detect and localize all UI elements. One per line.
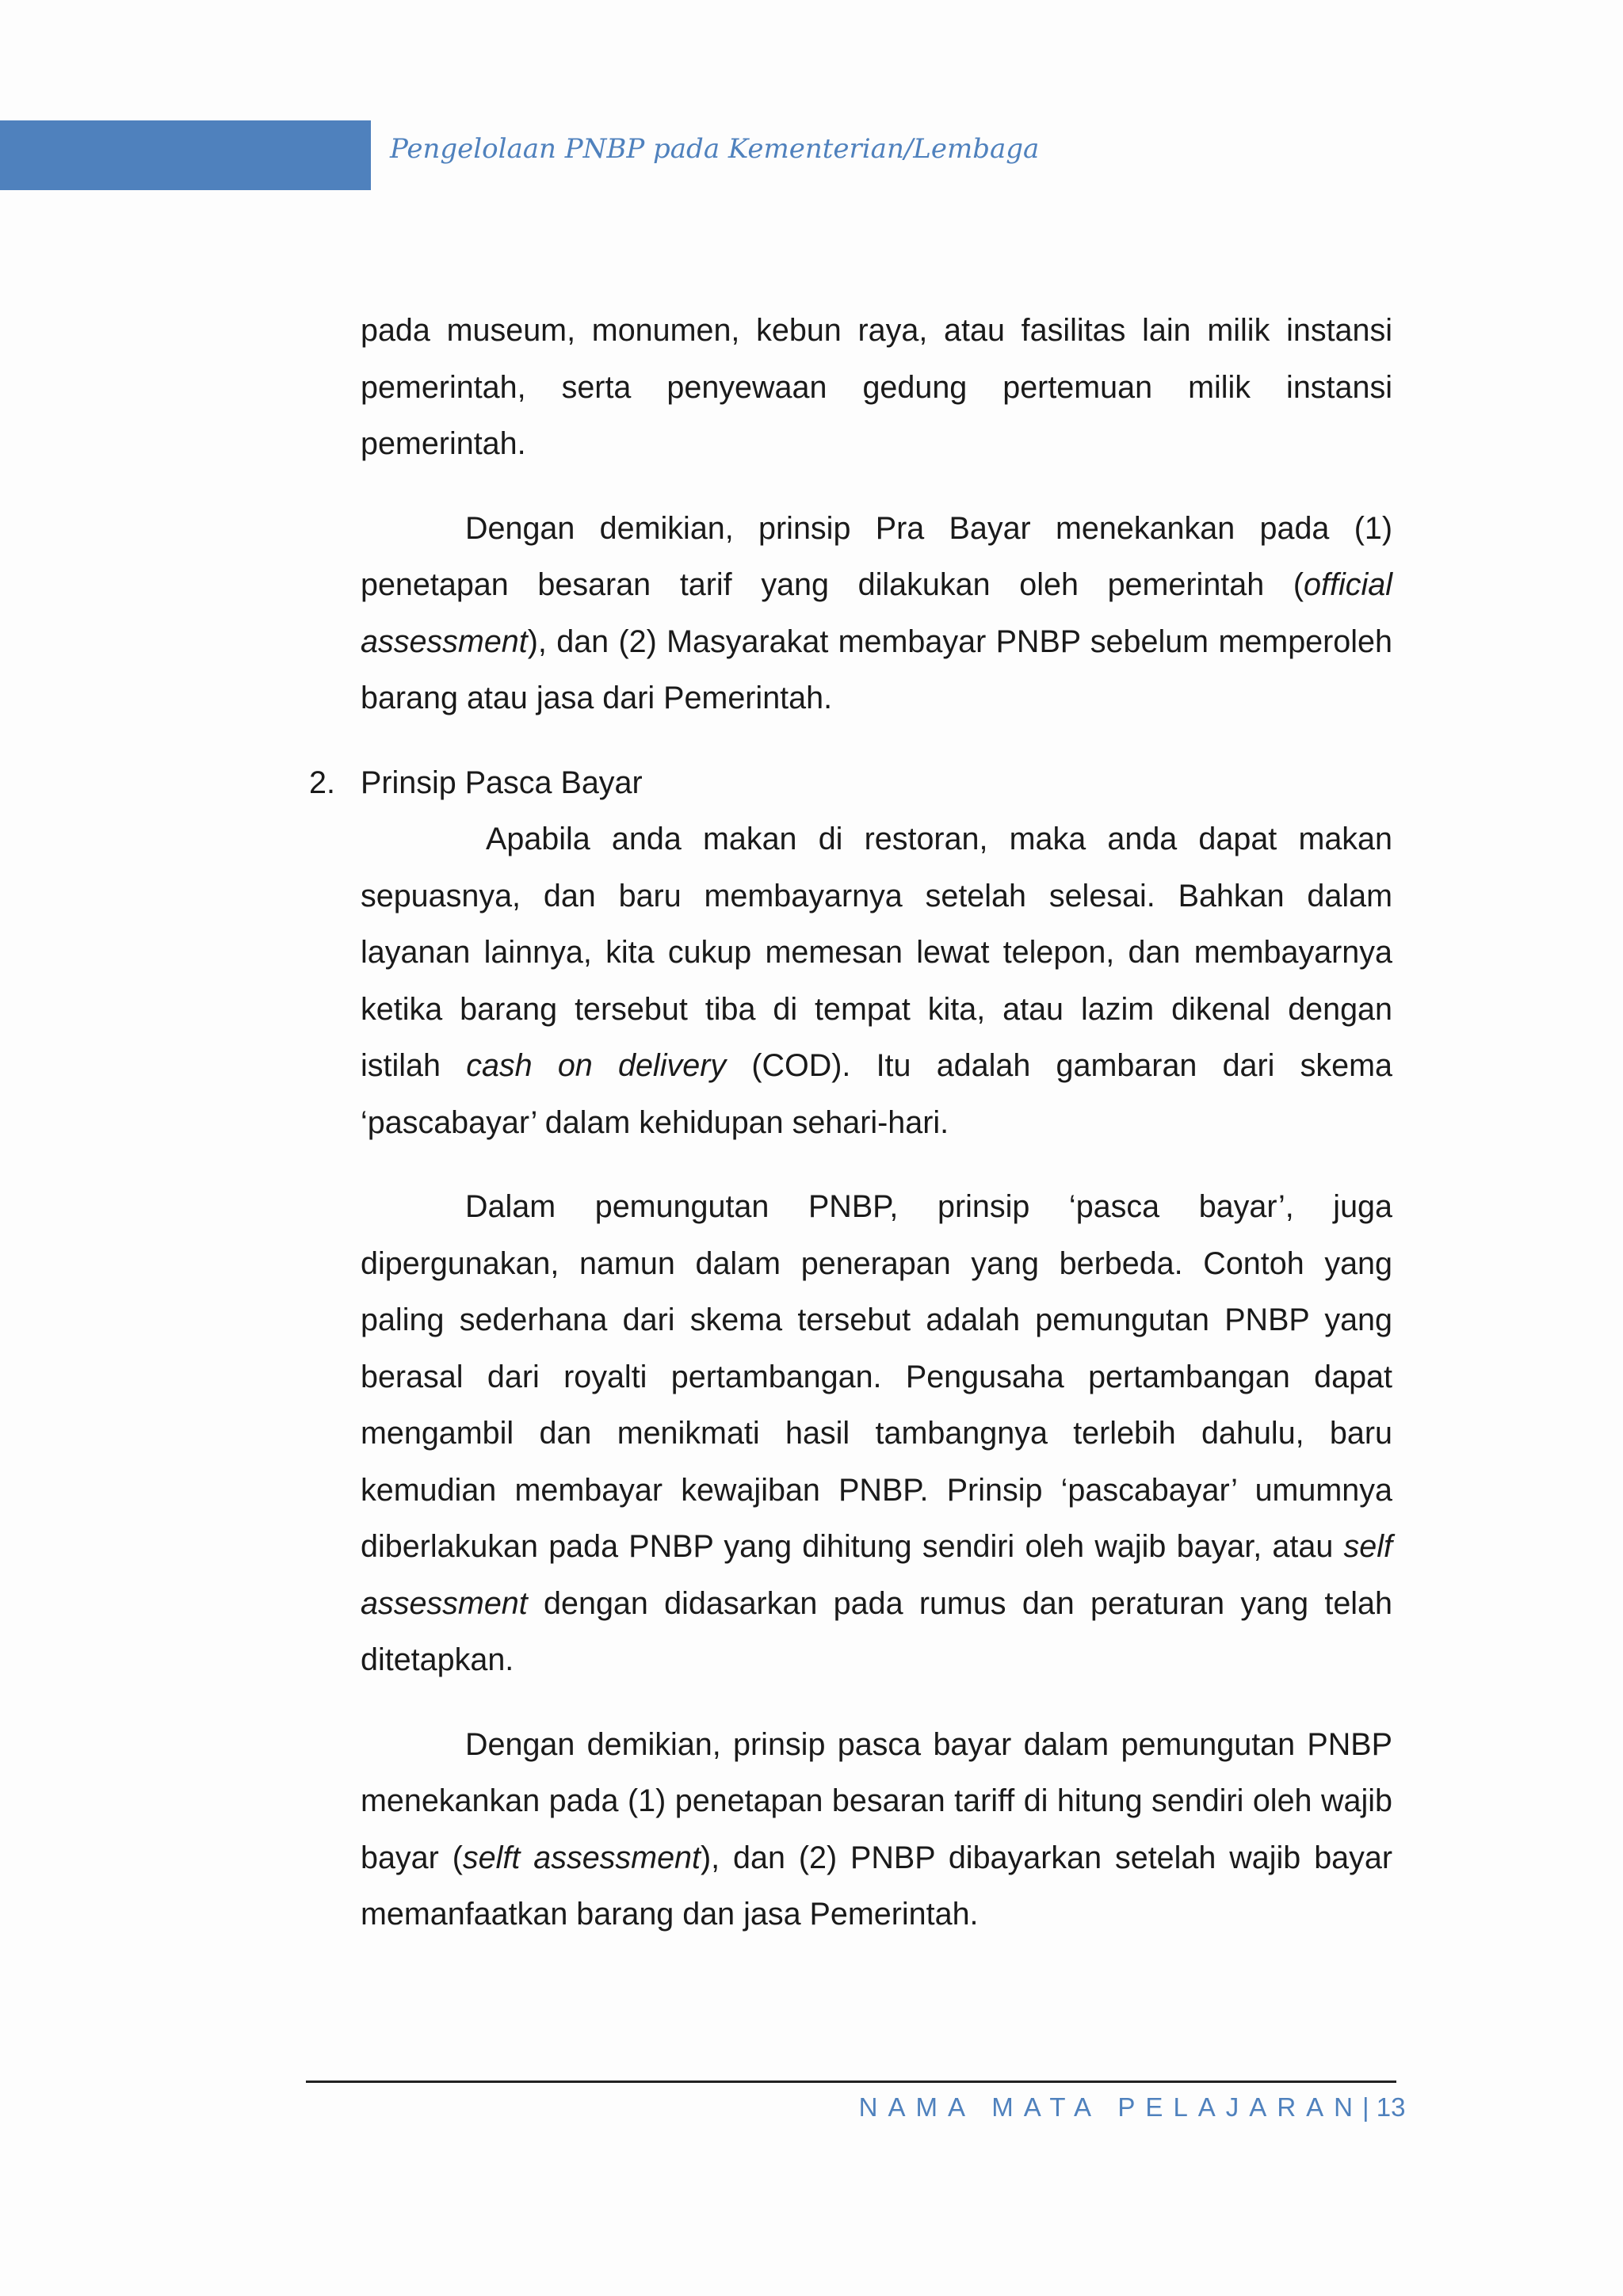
paragraph-restoran-example	[361, 811, 1392, 1151]
header-color-bar	[0, 120, 371, 190]
paragraph-pasca-bayar-summary	[361, 1717, 1392, 1943]
text-segment: (COD). Itu adalah gambaran dari skema ‘pascabayar’ dalam kehidupan sehari-hari.	[361, 1048, 1393, 1140]
text-segment: Dengan demikian, prinsip pasca bayar dalam pemungutan PNBP menekankan pada (1) penetapan besaran tariff di hitung sendiri oleh wajib bayar (	[361, 1726, 1392, 1875]
text-segment: ), dan (2) Masyarakat membayar PNBP sebelum memperoleh barang atau jasa dari Pemerintah.	[361, 624, 1392, 715]
footer-subject: NAMA MATA PELAJARAN	[858, 2092, 1363, 2122]
italic-term: official assessment	[361, 567, 1392, 659]
text-segment: Dalam pemungutan PNBP, prinsip ‘pasca bayar’, juga dipergunakan, namun dalam penerapan yang berbeda. Contoh yang paling sederhana dari skema tersebut adalah pemungutan PNBP yang berasal dari royalti pertambangan. Pengusaha pertambangan dapat mengambil dan menikmati hasil tambangnya terlebih dahulu, baru kemudian membayar kewajiban PNBP. Prinsip ‘pascabayar’ umumnya diberlakukan pada PNBP yang dihitung sendiri oleh wajib bayar, atau	[361, 1189, 1392, 1564]
running-header-title: Pengelolaan PNBP pada Kementerian/Lembaga	[390, 133, 1040, 165]
text-segment: dengan didasarkan pada rumus dan peraturan yang telah ditetapkan.	[361, 1585, 1392, 1677]
numbered-item-pasca-bayar	[309, 755, 1392, 812]
list-number: 2.	[309, 765, 335, 800]
page-content	[309, 303, 1393, 1943]
italic-term: cash on delivery	[466, 1048, 727, 1083]
text-segment: ), dan (2) PNBP dibayarkan setelah wajib bayar memanfaatkan barang dan jasa Pemerintah.	[361, 1840, 1392, 1932]
italic-term: selft assessment	[462, 1840, 701, 1875]
italic-term: self assessment	[361, 1529, 1392, 1621]
paragraph-museum: pada museum, monumen, kebun raya, atau fasilitas lain milik instansi pemerintah, serta penyewaan gedung pertemuan milik instansi pemerintah.	[361, 313, 1392, 461]
page-number: | 13	[1362, 2092, 1406, 2122]
paragraph-pra-bayar-summary	[361, 501, 1392, 727]
footer-rule	[306, 2081, 1396, 2083]
paragraph-royalti-example	[361, 1179, 1392, 1689]
section-heading: Prinsip Pasca Bayar	[361, 765, 643, 800]
text-segment: Dengan demikian, prinsip Pra Bayar menekankan pada (1) penetapan besaran tarif yang dilakukan oleh pemerintah (	[361, 510, 1392, 602]
text-segment: Apabila anda makan di restoran, maka anda dapat makan sepuasnya, dan baru membayarnya setelah selesai. Bahkan dalam layanan lainnya, kita cukup memesan lewat telepon, dan membayarnya ketika barang tersebut tiba di tempat kita, atau lazim dikenal dengan istilah	[361, 822, 1392, 1083]
